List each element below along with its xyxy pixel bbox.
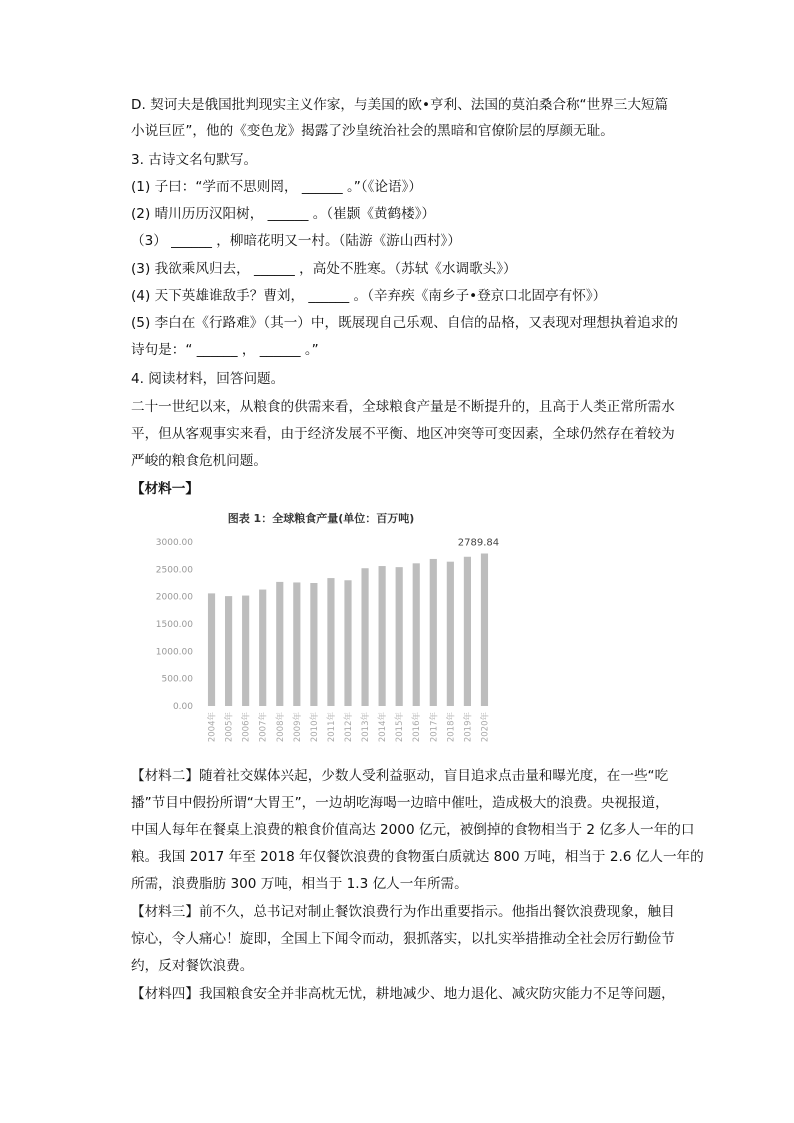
paragraph-line: 【材料三】前不久，总书记对制止餐饮浪费行为作出重要指示。他指出餐饮浪费现象，触目 bbox=[131, 904, 675, 920]
chart-bar bbox=[447, 562, 454, 706]
x-tick-label: 2017年 bbox=[429, 712, 440, 743]
question-item: (1) 子曰：“学而不思则罔， ______ 。”（《论语》） bbox=[131, 179, 422, 195]
chart-bar bbox=[310, 583, 317, 706]
paragraph-line: 惊心，令人痛心！旋即，全国上下闻令而动，狠抓落实，以扎实举措推动全社会厉行勤俭节 bbox=[131, 931, 675, 947]
paragraph-line: 中国人每年在餐桌上浪费的粮食价值高达 2000 亿元，被倒掉的食物相当于 2 亿多人一年的口 bbox=[131, 822, 695, 838]
paragraph-line: 【材料四】我国粮食安全并非高枕无忧，耕地减少、地力退化、减灾防灾能力不足等问题， bbox=[131, 986, 675, 1002]
question-item: (5) 李白在《行路难》（其一）中，既展现自己乐观、自信的品格，又表现对理想执着追求的 bbox=[131, 315, 678, 331]
chart-bar bbox=[259, 590, 266, 706]
x-tick-label: 2010年 bbox=[309, 712, 320, 743]
paragraph-line: 严峻的粮食危机问题。 bbox=[131, 453, 267, 469]
question-item: 诗句是：“ ______ ， ______ 。” bbox=[131, 342, 319, 358]
chart-bar bbox=[327, 578, 334, 706]
x-tick-label: 2008年 bbox=[275, 712, 286, 743]
x-tick-label: 2004年 bbox=[207, 712, 218, 743]
x-tick-label: 2016年 bbox=[412, 712, 423, 743]
y-tick-label: 1000.00 bbox=[155, 647, 193, 658]
question-heading: 4. 阅读材料，回答问题。 bbox=[131, 371, 285, 387]
x-tick-label: 2011年 bbox=[326, 712, 337, 743]
question-item: (2) 晴川历历汉阳树， ______ 。（崔颢《黄鹤楼》） bbox=[131, 206, 436, 222]
y-tick-label: 2000.00 bbox=[155, 592, 193, 603]
x-tick-label: 2015年 bbox=[395, 712, 406, 743]
data-label: 2789.84 bbox=[457, 537, 500, 549]
x-tick-label: 2013年 bbox=[361, 712, 372, 743]
chart-bar bbox=[242, 596, 249, 706]
question-item: (4) 天下英雄谁敌手？曹刘， ______ 。（辛弃疾《南乡子•登京口北固亭有怀》） bbox=[131, 288, 607, 304]
chart-bar bbox=[361, 568, 368, 706]
paragraph-line: 约，反对餐饮浪费。 bbox=[131, 958, 254, 974]
x-tick-label: 2018年 bbox=[446, 712, 457, 743]
question-heading: 3. 古诗文名句默写。 bbox=[131, 152, 258, 168]
chart-bar bbox=[225, 596, 232, 706]
y-tick-label: 0.00 bbox=[172, 702, 193, 712]
chart-bar bbox=[293, 582, 300, 706]
y-tick-label: 3000.00 bbox=[155, 538, 193, 548]
x-tick-label: 2014年 bbox=[378, 712, 389, 743]
text-line: D. 契诃夫是俄国批判现实主义作家，与美国的欧•亨利、法国的莫泊桑合称“世界三大短篇 bbox=[131, 97, 669, 113]
x-tick-label: 2009年 bbox=[292, 712, 303, 743]
question-item: (3) 我欲乘风归去， ______ ，高处不胜寒。（苏轼《水调歌头》） bbox=[131, 261, 517, 277]
x-tick-label: 2020年 bbox=[480, 712, 491, 743]
paragraph-line: 播”节目中假扮所谓“大胃王”，一边胡吃海喝一边暗中催吐，造成极大的浪费。央视报道， bbox=[131, 795, 669, 811]
paragraph-line: 所需，浪费脂肪 300 万吨，相当于 1.3 亿人一年所需。 bbox=[131, 876, 468, 892]
x-tick-label: 2019年 bbox=[463, 712, 474, 743]
grain-production-chart bbox=[131, 502, 511, 758]
paragraph-line: 【材料二】随着社交媒体兴起，少数人受利益驱动，盲目追求点击量和曝光度，在一些“吃 bbox=[131, 768, 669, 784]
chart-bar bbox=[413, 563, 420, 706]
x-tick-label: 2005年 bbox=[224, 712, 235, 743]
x-tick-label: 2007年 bbox=[258, 712, 269, 743]
chart-bar bbox=[481, 553, 488, 706]
paragraph-line: 粮。我国 2017 年至 2018 年仅餐饮浪费的食物蛋白质就达 800 万吨，相当于 2.6 亿人一年的 bbox=[131, 849, 704, 865]
paragraph-line: 平，但从客观事实来看，由于经济发展不平衡、地区冲突等可变因素，全球仍然存在着较为 bbox=[131, 426, 675, 442]
text-line: 小说巨匠”，他的《变色龙》揭露了沙皇统治社会的黑暗和官僚阶层的厚颜无耻。 bbox=[131, 123, 614, 139]
question-item: （3） ______ ，柳暗花明又一村。（陆游《游山西村》） bbox=[131, 233, 461, 249]
chart-bar bbox=[379, 566, 386, 706]
chart-svg bbox=[131, 502, 511, 758]
y-tick-label: 2500.00 bbox=[155, 565, 193, 576]
chart-bar bbox=[208, 593, 215, 706]
chart-bar bbox=[430, 559, 437, 706]
chart-bar bbox=[396, 567, 403, 706]
y-tick-label: 500.00 bbox=[161, 674, 193, 685]
chart-bar bbox=[276, 582, 283, 706]
chart-bar bbox=[464, 557, 471, 706]
x-tick-label: 2012年 bbox=[344, 712, 354, 743]
paragraph-line: 二十一世纪以来，从粮食的供需来看，全球粮食产量是不断提升的，且高于人类正常所需水 bbox=[131, 399, 675, 415]
chart-bar bbox=[344, 580, 351, 706]
y-tick-label: 1500.00 bbox=[155, 620, 193, 630]
chart-title: 图表 1：全球粮食产量(单位：百万吨) bbox=[227, 512, 415, 525]
x-tick-label: 2006年 bbox=[241, 712, 252, 743]
material-label: 【材料一】 bbox=[131, 481, 199, 497]
